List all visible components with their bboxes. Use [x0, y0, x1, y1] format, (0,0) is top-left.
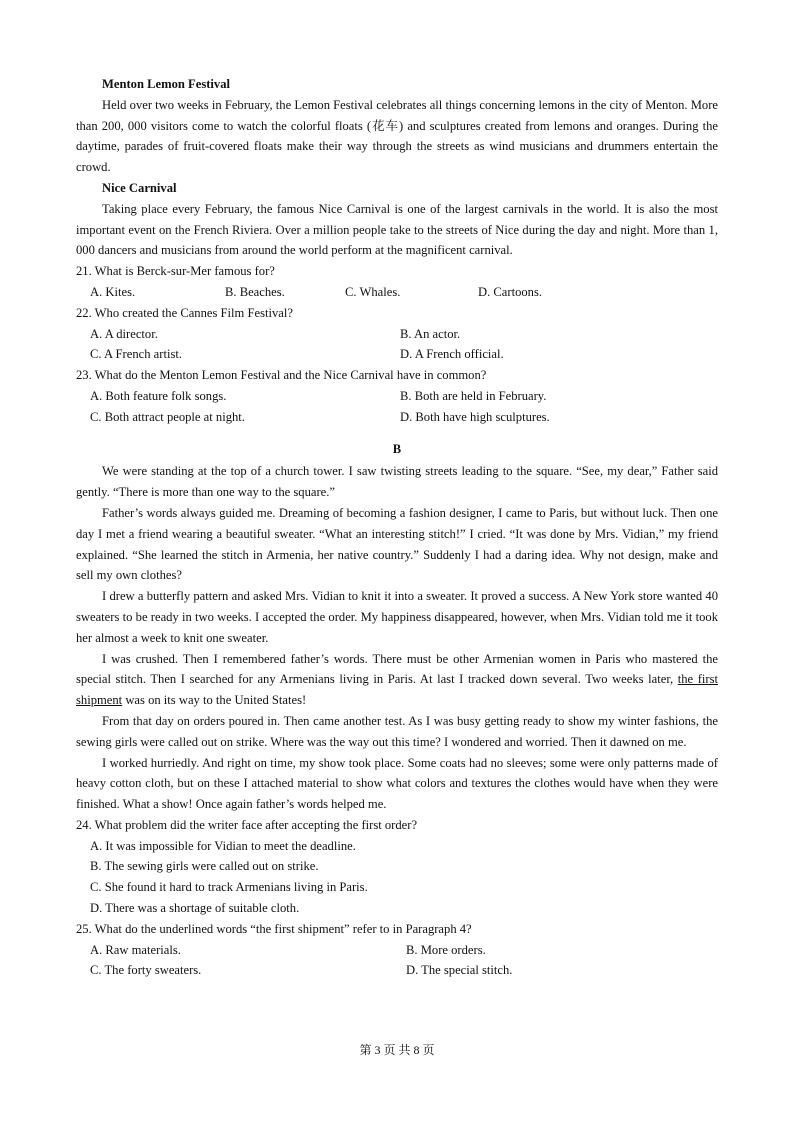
- option-b: B. An actor.: [400, 326, 461, 341]
- paragraph-lemon: Held over two weeks in February, the Lemon Festival celebrates all things concerning lemons in the city of Menton. More than 200, 000 visitors come to watch the colorful floats (花车) and sculptures created from lemons and oranges. During the daytime, parades of fruit-covered floats make their way through the streets as wind musicians and drummers entertain the crowd.: [76, 97, 718, 175]
- option-a: A. Both feature folk songs.: [90, 388, 227, 403]
- passage-b-paragraph-4: [76, 649, 718, 711]
- question-25: [76, 919, 718, 981]
- options-row-2: [76, 407, 718, 428]
- question-24: [76, 815, 718, 919]
- passage-b-paragraph-1: We were standing at the top of a church tower. I saw twisting streets leading to the square. “See, my dear,” Father said gently. “There is more than one way to the square.”: [76, 464, 718, 500]
- option-a: A. It was impossible for Vidian to meet the deadline.: [90, 838, 356, 853]
- page-footer: 第 3 页 共 8 页: [359, 1043, 435, 1057]
- option-b: B. Beaches.: [225, 284, 285, 299]
- underlined-phrase: the first shipment: [76, 672, 718, 708]
- text-segment: I was crushed. Then I remembered father’s words. There must be other Armenian women in Paris who mastered the special stitch. Then I searched for any Armenians living in Paris. At last I tracked down several. Two weeks later,: [76, 651, 718, 687]
- option-c: C. Both attract people at night.: [90, 409, 245, 424]
- option-d: D. There was a shortage of suitable cloth.: [90, 901, 300, 916]
- question-23: [76, 365, 718, 427]
- options-row-1: [76, 324, 718, 345]
- question-stem: 23. What do the Menton Lemon Festival and the Nice Carnival have in common?: [76, 368, 487, 383]
- passage-b-paragraph-6: I worked hurriedly. And right on time, my show took place. Some coats had no sleeves; some were only patterns made of heavy cotton cloth, but on these I attached material to show what colors and textures the clothes would have when they were finished. What a show! Once again father’s words helped me.: [76, 755, 718, 812]
- options-row-2: [76, 960, 718, 981]
- question-stem: 21. What is Berck-sur-Mer famous for?: [76, 264, 275, 279]
- question-22: [76, 303, 718, 365]
- options-row-1: [76, 386, 718, 407]
- option-d: D. A French official.: [400, 347, 504, 362]
- passage-b-paragraph-2: Father’s words always guided me. Dreaming of becoming a fashion designer, I came to Paris, but without luck. Then one day I met a friend wearing a beautiful sweater. “What an interesting stitch!” I cried. “It was done by Mrs. Vidian,” my friend explained. “She learned the stitch in Armenia, her native country.” Suddenly I had a daring idea. Why not design, make and sell my own clothes?: [76, 505, 718, 583]
- section-title-lemon: Menton Lemon Festival: [102, 77, 231, 91]
- question-stem: 25. What do the underlined words “the first shipment” refer to in Paragraph 4?: [76, 921, 472, 936]
- option-d: D. Both have high sculptures.: [400, 409, 550, 424]
- option-a: A. Raw materials.: [90, 942, 181, 957]
- option-c: C. A French artist.: [90, 347, 182, 362]
- question-21: [76, 261, 718, 303]
- question-stem: 24. What problem did the writer face after accepting the first order?: [76, 817, 418, 832]
- option-b: B. Both are held in February.: [400, 388, 547, 403]
- option-b: B. More orders.: [406, 942, 486, 957]
- section-title-nice: Nice Carnival: [102, 180, 177, 195]
- text-segment: was on its way to the United States!: [122, 693, 307, 708]
- question-stem: 22. Who created the Cannes Film Festival?: [76, 305, 293, 320]
- section-heading-b: B: [392, 441, 402, 456]
- option-c: C. The forty sweaters.: [90, 963, 202, 978]
- option-c: C. Whales.: [345, 284, 401, 299]
- passage-b-paragraph-3: I drew a butterfly pattern and asked Mrs. Vidian to knit it into a sweater. It proved a success. A New York store wanted 40 sweaters to be ready in two weeks. I accepted the order. My happiness disappeared, however, when Mrs. Vidian told me it took her almost a week to knit one sweater.: [76, 589, 718, 645]
- option-d: D. Cartoons.: [478, 284, 543, 299]
- option-a: A. Kites.: [90, 284, 136, 299]
- page-content: [76, 74, 718, 981]
- paragraph-nice: Taking place every February, the famous Nice Carnival is one of the largest carnivals in the world. It is also the most important event on the French Riviera. Over a million people take to the streets of Nice during the day and night. More than 1, 000 dancers and musicians from around the world perform at the magnificent carnival.: [76, 201, 718, 258]
- options: [76, 282, 718, 303]
- options-row-1: [76, 940, 718, 961]
- passage-b-paragraph-5: From that day on orders poured in. Then came another test. As I was busy getting ready to show my winter fashions, the sewing girls were called out on strike. Where was the way out this time? I wondered and worried. Then it dawned on me.: [76, 713, 718, 749]
- option-c: C. She found it hard to track Armenians living in Paris.: [90, 880, 368, 895]
- option-a: A. A director.: [90, 326, 158, 341]
- option-b: B. The sewing girls were called out on strike.: [90, 859, 319, 874]
- option-d: D. The special stitch.: [406, 963, 513, 978]
- options-row-2: [76, 344, 718, 365]
